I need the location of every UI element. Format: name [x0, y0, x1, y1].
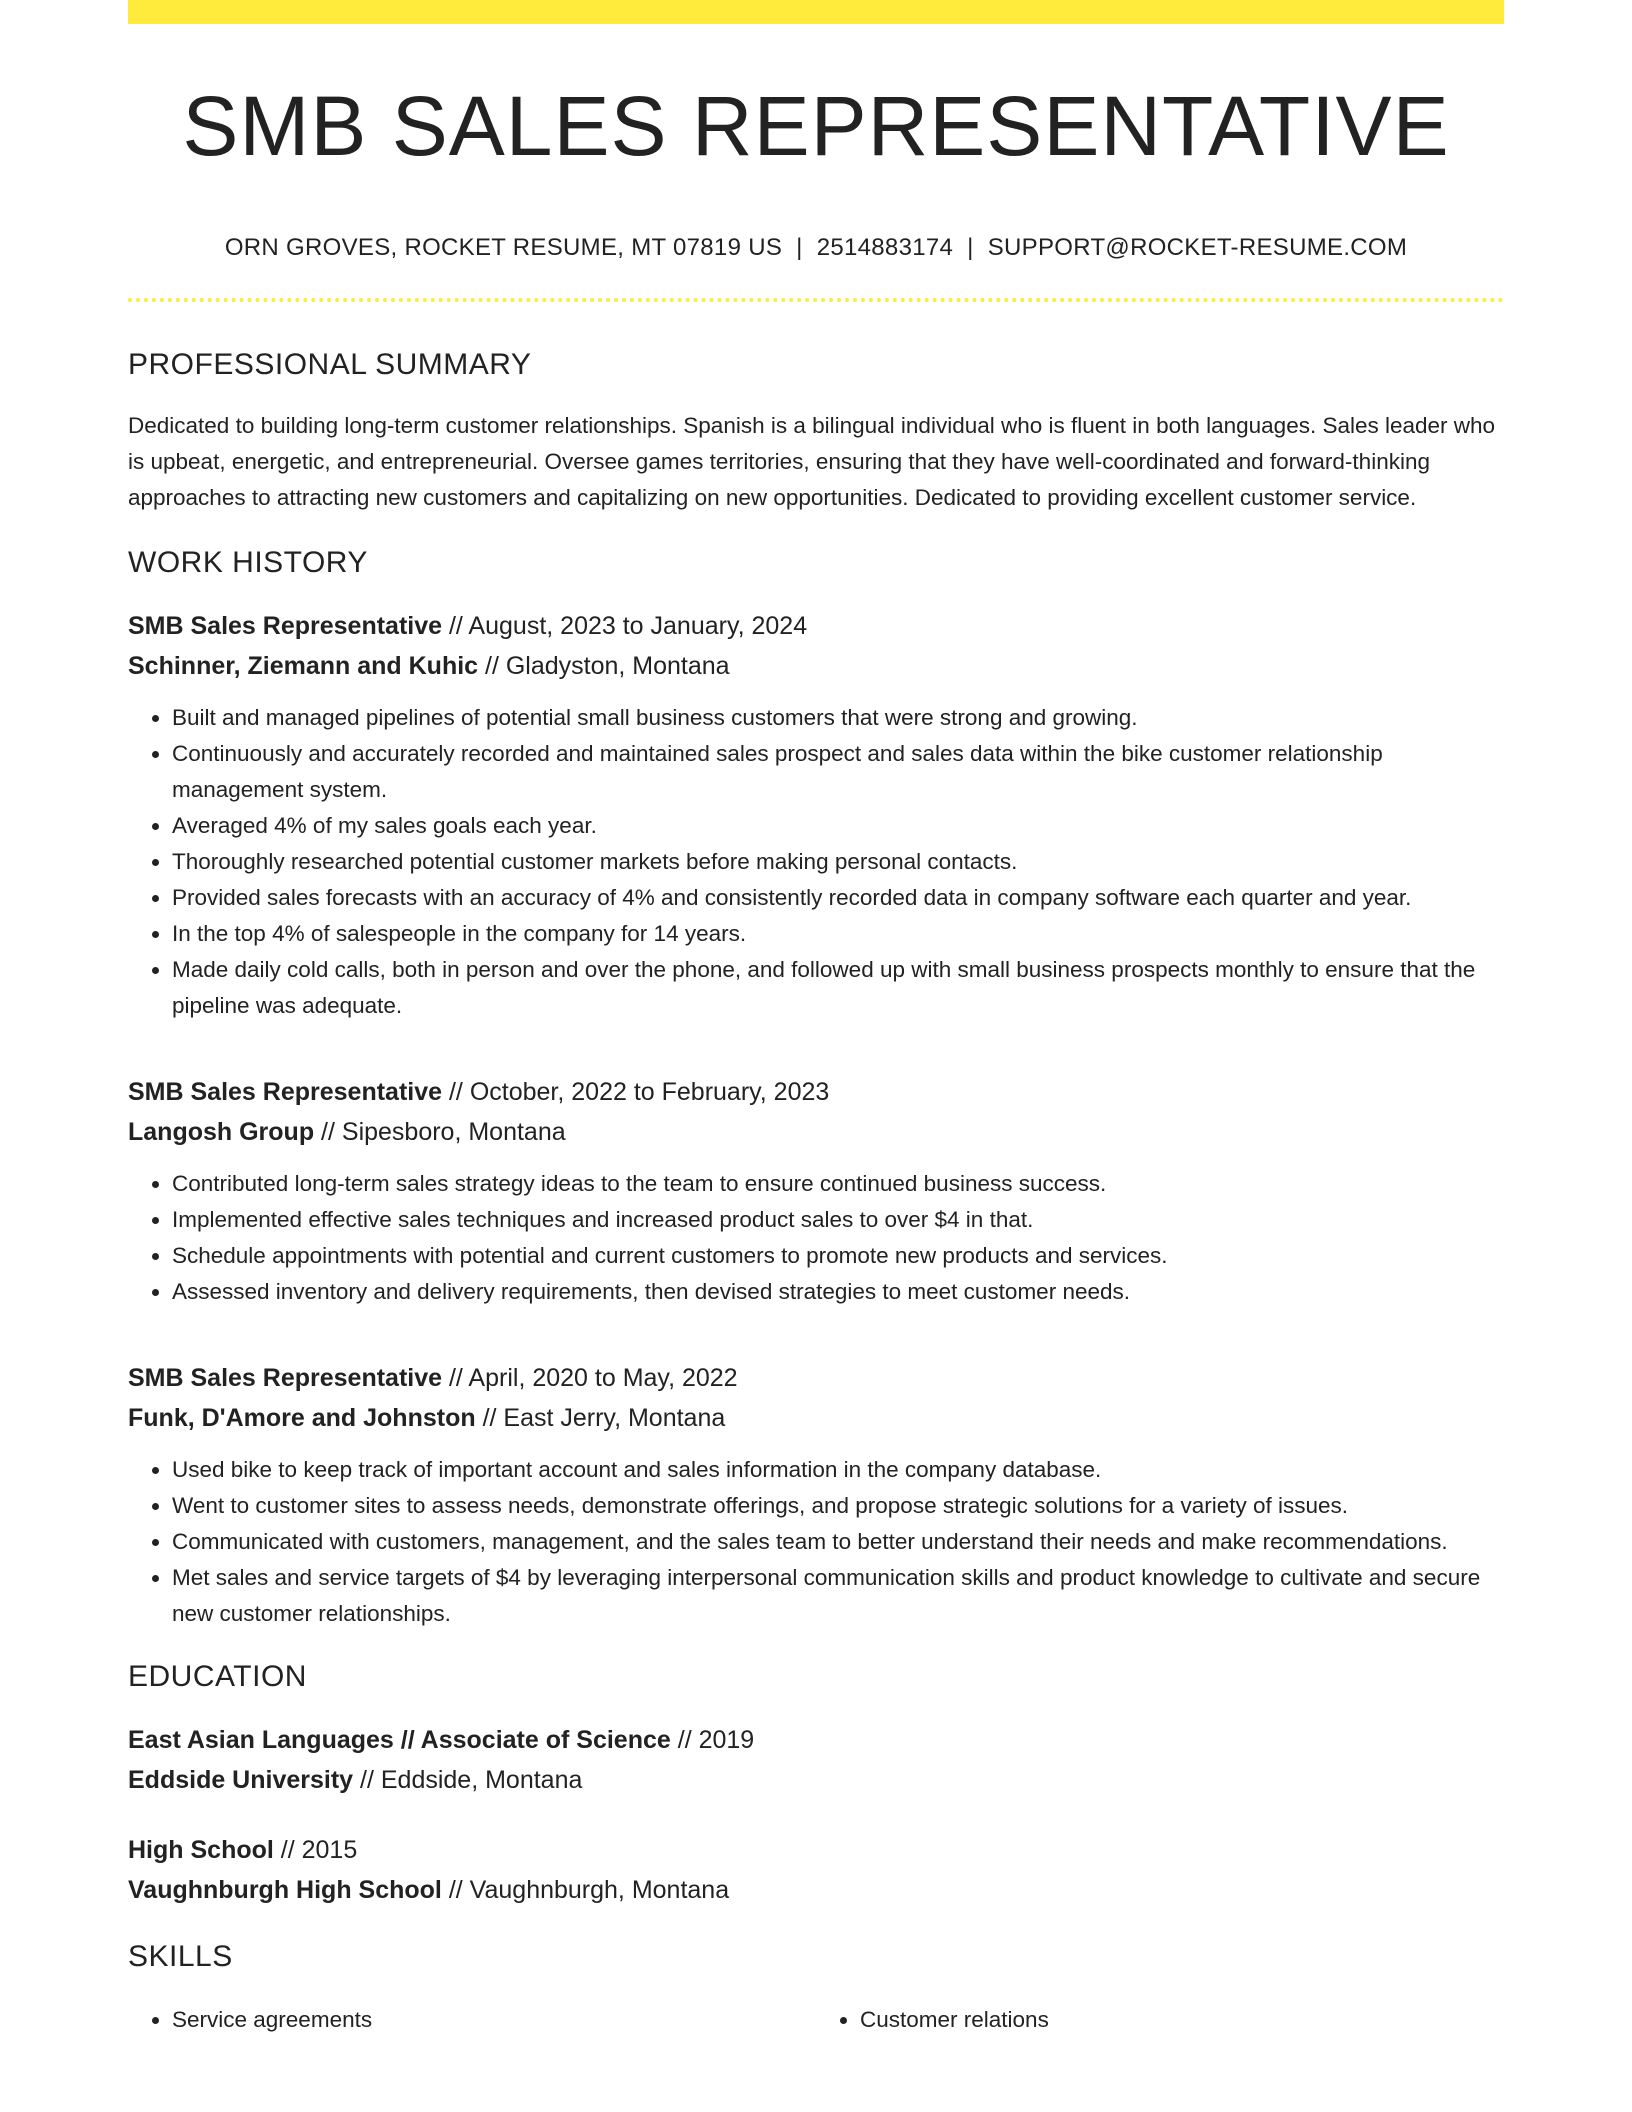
list-item: • Met sales and service targets of $4 by leveraging interpersonal communication skills and product knowledge to cultivate and secure new customer relationships.: [172, 1560, 1504, 1632]
header-divider: [128, 298, 1504, 302]
education-school-line: [128, 1760, 1504, 1800]
list-item: • Schedule appointments with potential and current customers to promote new products and services.: [172, 1238, 1504, 1274]
list-item: • Communicated with customers, management, and the sales team to better understand their needs and make recommendations.: [172, 1524, 1504, 1560]
list-item: • Customer relations: [860, 2002, 1504, 2038]
resume-title: SMB SALES REPRESENTATIVE: [182, 79, 1450, 173]
job-entry: [128, 1358, 1504, 1632]
list-item: • Continuously and accurately recorded and maintained sales prospect and sales data within the bike customer relationship management system.: [172, 736, 1504, 808]
education-degree-line: [128, 1830, 1504, 1870]
contact-address: ORN GROVES, ROCKET RESUME, MT 07819 US: [224, 234, 783, 261]
summary-text: Dedicated to building long-term customer relationships. Spanish is a bilingual individual who is fluent in both languages. Sales leader who is upbeat, energetic, and entrepreneurial. Oversee games territories, ensuring that they have well-coordinated and forward-thinking approaches to attracting new customers and capitalizing on new opportunities. Dedicated to providing excellent customer service.: [128, 413, 1496, 510]
contact-phone: 2514883174: [816, 234, 954, 261]
list-item: • Used bike to keep track of important account and sales information in the company database.: [172, 1452, 1504, 1488]
job-role: SMB Sales Representative: [128, 1078, 443, 1106]
education-school: Eddside University: [128, 1766, 354, 1794]
resume-page: [128, 0, 1504, 2038]
education-location: // Eddside, Montana: [353, 1766, 583, 1794]
job-company-line: [128, 646, 1504, 686]
contact-separator: |: [796, 234, 803, 261]
contact-line: [128, 234, 1504, 262]
job-company-line: [128, 1112, 1504, 1152]
education-entry: [128, 1720, 1504, 1800]
education-school: Vaughnburgh High School: [128, 1876, 442, 1904]
list-item: • Implemented effective sales techniques and increased product sales to over $4 in that.: [172, 1202, 1504, 1238]
list-item: • Contributed long-term sales strategy ideas to the team to ensure continued business success.: [172, 1166, 1504, 1202]
skills-column-left: [128, 2002, 816, 2038]
list-item: • Averaged 4% of my sales goals each year.: [172, 808, 1504, 844]
job-role-line: [128, 1072, 1504, 1112]
list-item: • Thoroughly researched potential customer markets before making personal contacts.: [172, 844, 1504, 880]
education-year: // 2015: [273, 1836, 358, 1864]
section-title-work-history: WORK HISTORY: [128, 546, 368, 579]
job-role: SMB Sales Representative: [128, 612, 443, 640]
section-title-education: EDUCATION: [128, 1660, 307, 1693]
contact-separator: |: [967, 234, 974, 261]
job-company: Funk, D'Amore and Johnston: [128, 1404, 476, 1432]
education-degree-line: [128, 1720, 1504, 1760]
list-item: • In the top 4% of salespeople in the company for 14 years.: [172, 916, 1504, 952]
education-degree: High School: [128, 1836, 274, 1864]
list-item: • Made daily cold calls, both in person and over the phone, and followed up with small business prospects monthly to ensure that the pipeline was adequate.: [172, 952, 1504, 1024]
accent-bar: [128, 0, 1504, 24]
education-school-line: [128, 1870, 1504, 1910]
skills-column-right: [816, 2002, 1504, 2038]
job-location: // Gladyston, Montana: [478, 652, 730, 680]
education-degree: East Asian Languages // Associate of Science: [128, 1726, 671, 1754]
job-dates: // August, 2023 to January, 2024: [442, 612, 808, 640]
job-company: Schinner, Ziemann and Kuhic: [128, 652, 479, 680]
job-location: // East Jerry, Montana: [475, 1404, 726, 1432]
list-item: • Built and managed pipelines of potential small business customers that were strong and growing.: [172, 700, 1504, 736]
list-item: • Assessed inventory and delivery requirements, then devised strategies to meet customer needs.: [172, 1274, 1504, 1310]
education-year: // 2019: [670, 1726, 755, 1754]
job-role-line: [128, 1358, 1504, 1398]
education-entry: [128, 1830, 1504, 1910]
job-role-line: [128, 606, 1504, 646]
list-item: • Went to customer sites to assess needs, demonstrate offerings, and propose strategic solutions for a variety of issues.: [172, 1488, 1504, 1524]
education-location: // Vaughnburgh, Montana: [441, 1876, 730, 1904]
job-dates: // April, 2020 to May, 2022: [442, 1364, 738, 1392]
job-company-line: [128, 1398, 1504, 1438]
contact-email: SUPPORT@ROCKET-RESUME.COM: [987, 234, 1408, 261]
job-location: // Sipesboro, Montana: [314, 1118, 566, 1146]
job-company: Langosh Group: [128, 1118, 315, 1146]
list-item: • Service agreements: [172, 2002, 816, 2038]
skills-grid: [128, 2002, 1504, 2038]
job-entry: [128, 606, 1504, 1024]
section-title-summary: PROFESSIONAL SUMMARY: [128, 348, 532, 381]
job-entry: [128, 1072, 1504, 1310]
job-role: SMB Sales Representative: [128, 1364, 443, 1392]
job-bullets: [128, 700, 1504, 1024]
job-dates: // October, 2022 to February, 2023: [442, 1078, 830, 1106]
section-title-skills: SKILLS: [128, 1940, 233, 1973]
job-bullets: [128, 1166, 1504, 1310]
job-bullets: [128, 1452, 1504, 1632]
list-item: • Provided sales forecasts with an accuracy of 4% and consistently recorded data in company software each quarter and year.: [172, 880, 1504, 916]
